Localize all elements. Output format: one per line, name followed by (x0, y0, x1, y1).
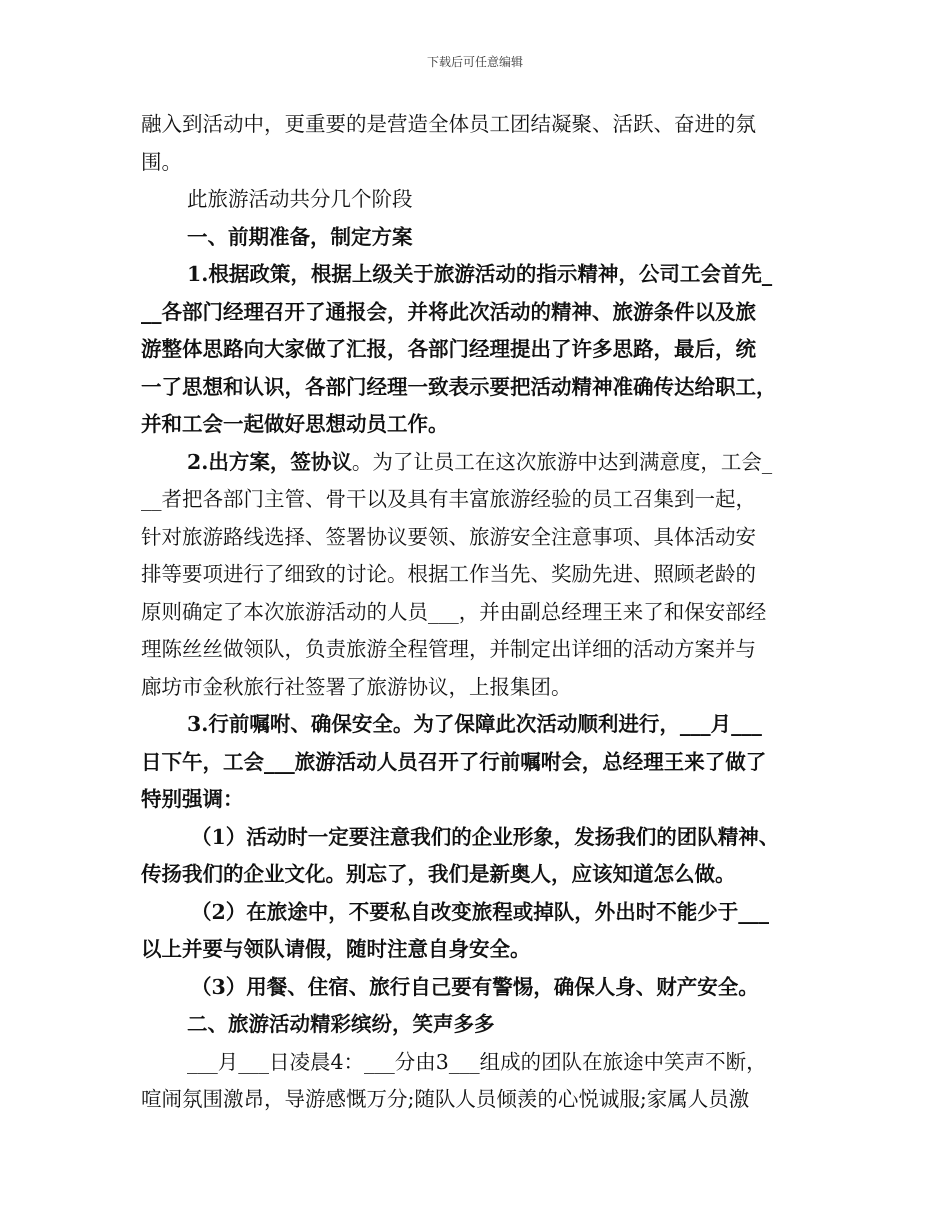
text-line: 二、旅游活动精彩缤纷，笑声多多 (187, 1012, 495, 1036)
text-line: 排等要项进行了细致的讨论。根据工作当先、奖励先进、照顾老龄的 (141, 562, 756, 586)
text-line: 喧闹氛围激昂，导游感慨万分;随队人员倾羡的心悦诚服;家属人员激 (141, 1087, 750, 1111)
text-line (141, 444, 821, 482)
text-line: 此旅游活动共分几个阶段 (187, 187, 413, 211)
text-line: 1.根据政策，根据上级关于旅游活动的指示精神，公司工会首先_ (187, 262, 773, 286)
text-line: 理陈丝丝做领队，负责旅游全程管理，并制定出详细的活动方案并与 (141, 637, 756, 661)
text-line: 一、前期准备，制定方案 (187, 224, 413, 249)
text-line: 3.行前嘱咐、确保安全。为了保障此次活动顺利进行，___月___ (187, 712, 762, 736)
text-line: （2）在旅途中，不要私自改变旅程或掉队，外出时不能少于___ (191, 899, 770, 924)
text-line: 游整体思路向大家做了汇报，各部门经理提出了许多思路，最后，统 (141, 337, 756, 361)
text-line: 围。 (141, 149, 182, 174)
text-line: 原则确定了本次旅游活动的人员___，并由副总经理王来了和保安部经 (141, 599, 767, 624)
text-line: __各部门经理召开了通报会，并将此次活动的精神、旅游条件以及旅 (141, 299, 756, 324)
text-line: 融入到活动中，更重要的是营造全体员工团结凝聚、活跃、奋进的氛 (141, 112, 756, 136)
text-line: 传扬我们的企业文化。别忘了，我们是新奥人，应该知道怎么做。 (141, 862, 736, 886)
text-line: 并和工会一起做好思想动员工作。 (141, 412, 449, 436)
body-text (141, 106, 821, 1119)
text-line: 特别强调： (141, 787, 244, 811)
text-line: （3）用餐、住宿、旅行自己要有警惕，确保人身、财产安全。 (191, 974, 759, 999)
text-line: 一了思想和认识，各部门经理一致表示要把活动精神准确传达给职工， (141, 374, 777, 399)
text-line: 以上并要与领队请假，随时注意自身安全。 (141, 937, 531, 961)
text-line: ___月___日凌晨4：___分由3___组成的团队在旅途中笑声不断， (187, 1049, 767, 1074)
page-header: 下载后可任意编辑 (426, 55, 523, 69)
text-segment: 。为了让员工在这次旅游中达到满意度，工会_ (351, 449, 773, 474)
text-line: 廊坊市金秋旅行社签署了旅游协议，上报集团。 (141, 674, 572, 699)
text-line: __者把各部门主管、骨干以及具有丰富旅游经验的员工召集到一起， (141, 487, 756, 511)
text-line: （1）活动时一定要注意我们的企业形象，发扬我们的团队精神、 (191, 824, 780, 849)
text-line: 针对旅游路线选择、签署协议要领、旅游安全注意事项、具体活动安 (141, 524, 756, 549)
text-line: 日下午，工会___旅游活动人员召开了行前嘱咐会，总经理王来了做了 (141, 749, 767, 774)
text-segment: 2.出方案，签协议 (187, 449, 352, 474)
